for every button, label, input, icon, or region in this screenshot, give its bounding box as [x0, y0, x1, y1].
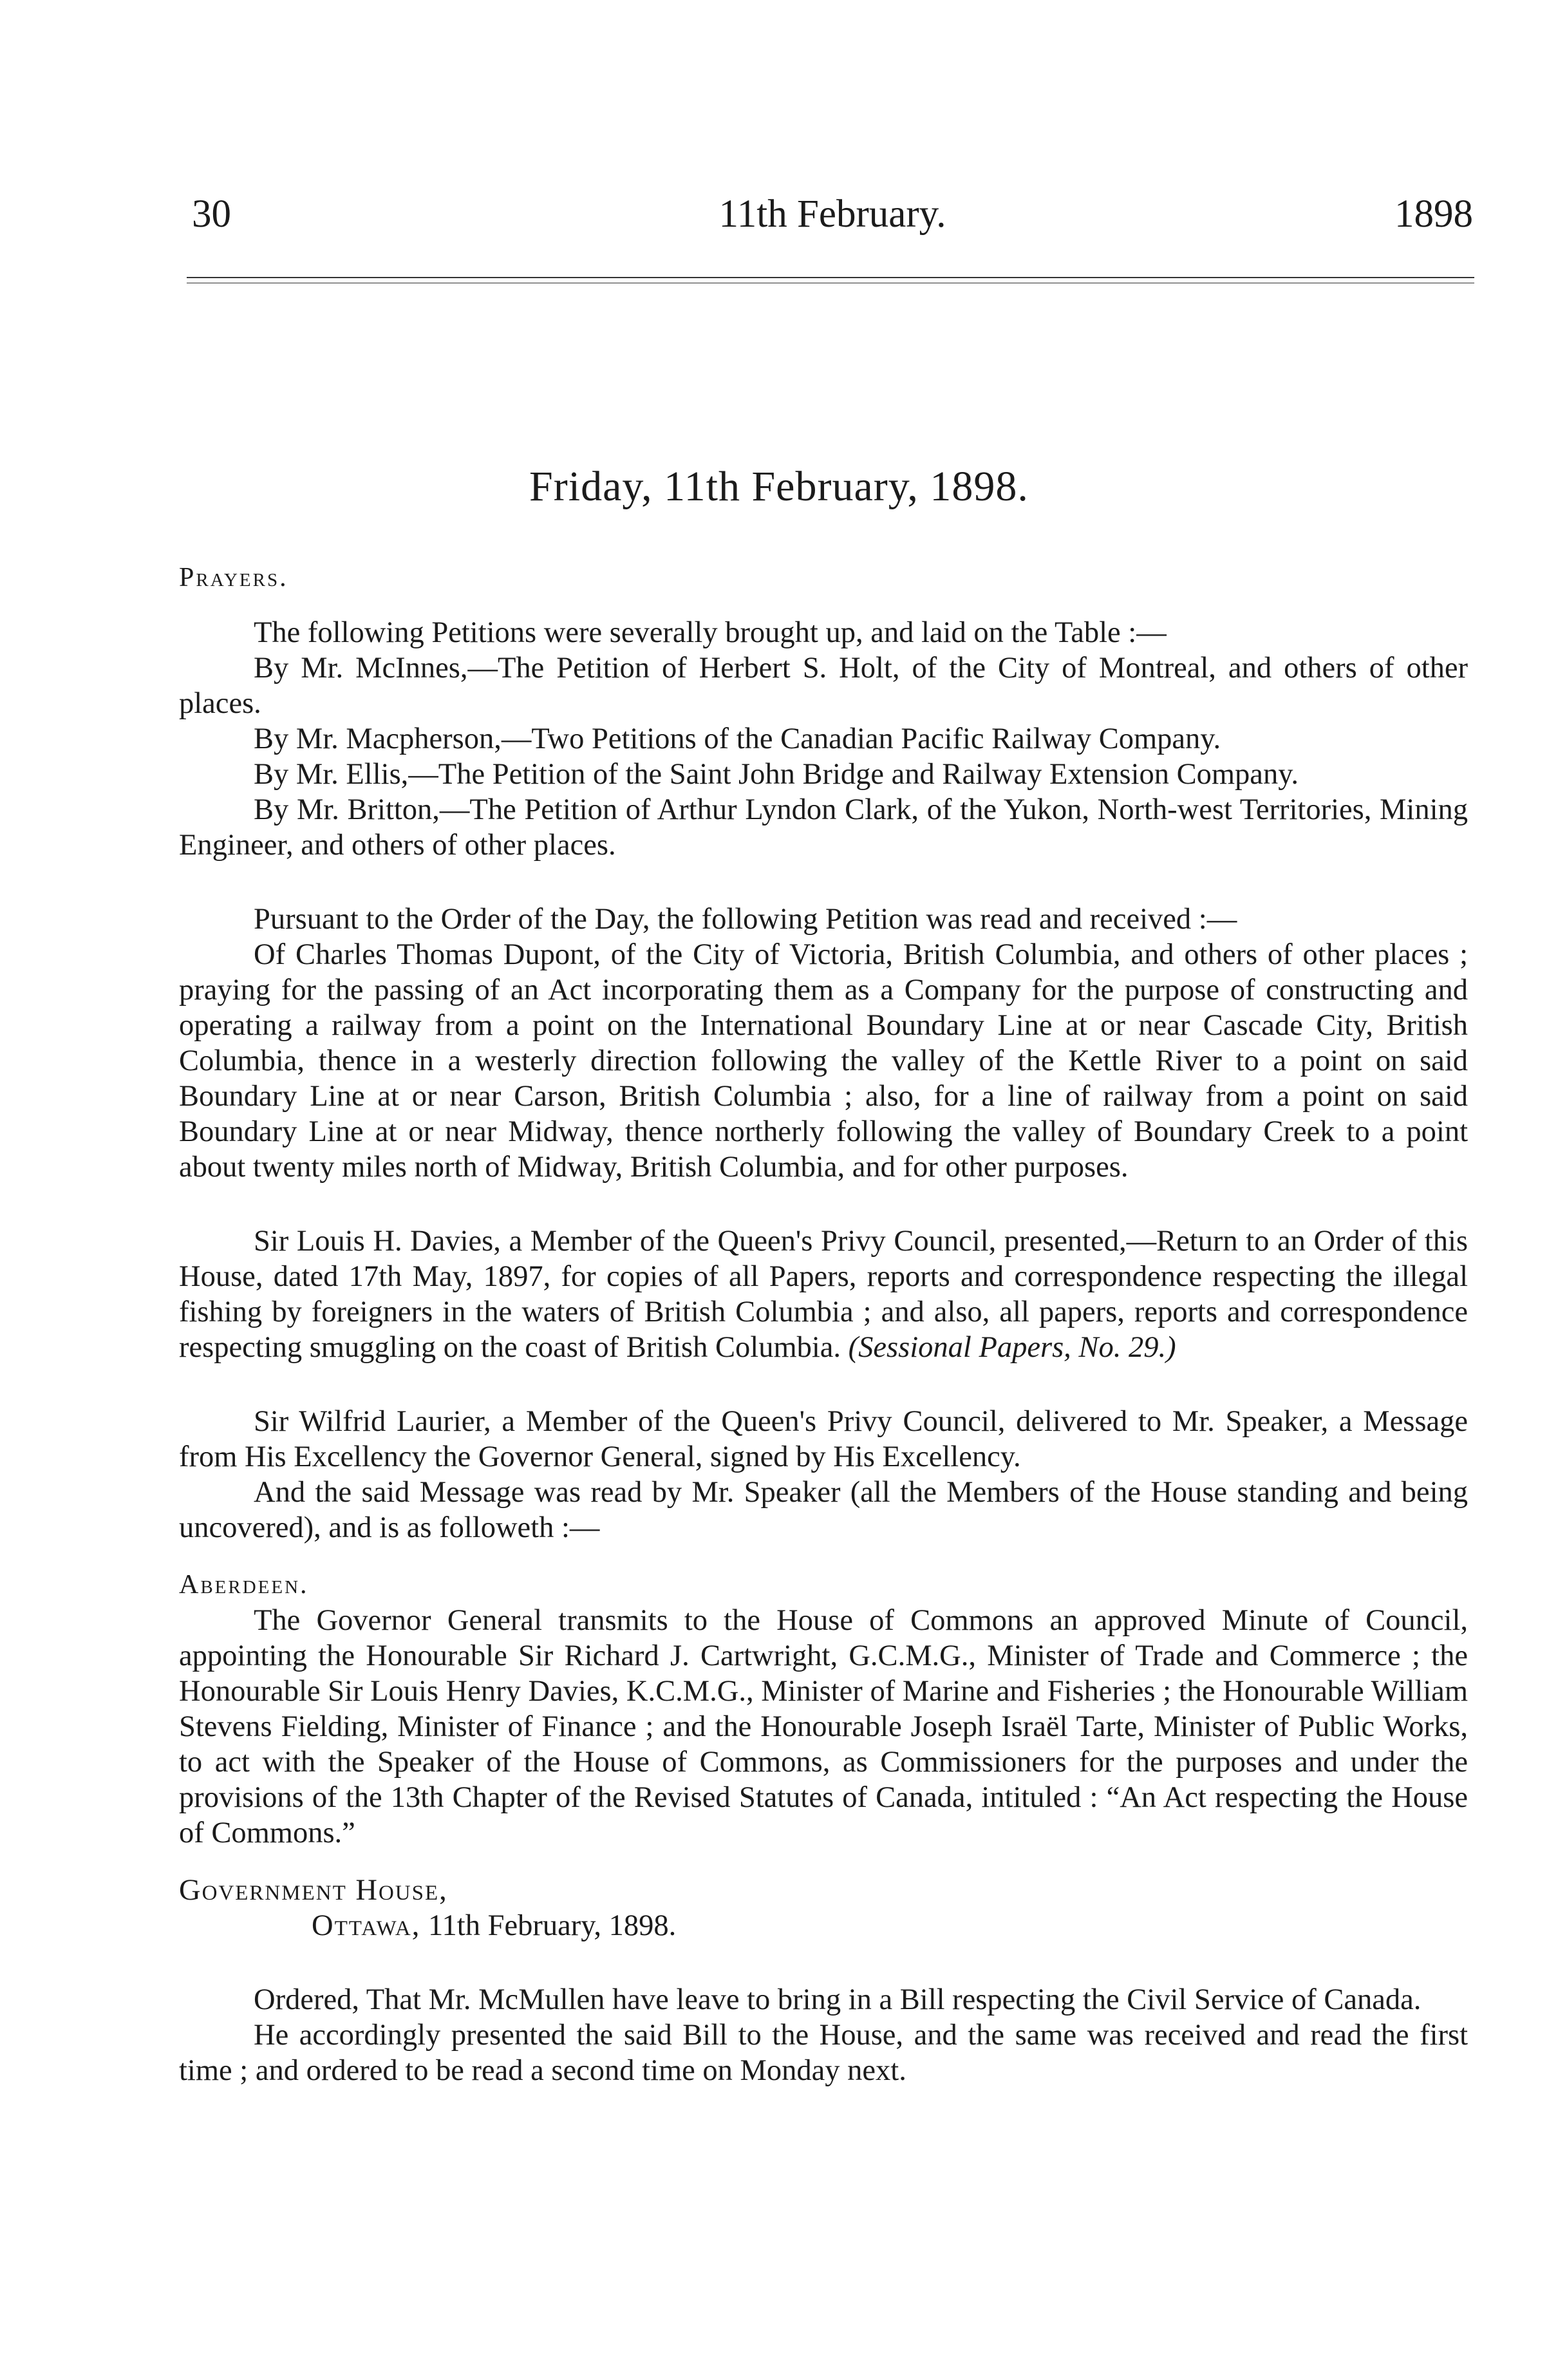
header-rule — [187, 277, 1474, 278]
bill-ordered: Ordered, That Mr. McMullen have leave to bring in a Bill respecting the Civil Service of Canada. — [254, 1983, 1422, 2016]
petition-item: By Mr. Britton,—The Petition of Arthur Lyndon Clark, of the Yukon, North-west Territories, Mining Engineer, and others of other places. — [179, 793, 1468, 862]
bill-presented: He accordingly presented the said Bill to the House, and the same was received and read the first time ; and ordered to be read a second time on Monday next. — [179, 2019, 1468, 2087]
dateline-city: Ottawa, — [312, 1909, 421, 1942]
return-paragraph — [179, 1223, 1468, 1365]
message-signature: Aberdeen. — [179, 1570, 309, 1600]
header-year: 1898 — [1394, 193, 1473, 236]
header-date: 11th February. — [718, 193, 946, 236]
sessional-paper-reference: (Sessional Papers, No. 29.) — [848, 1331, 1176, 1364]
sitting-title: Friday, 11th February, 1898. — [529, 463, 1029, 510]
petition-item: By Mr. Macpherson,—Two Petitions of the Canadian Pacific Railway Company. — [254, 722, 1221, 755]
page-number: 30 — [192, 193, 231, 236]
message-delivered: Sir Wilfrid Laurier, a Member of the Queen's Privy Council, delivered to Mr. Speaker, a Message from His Excellency the Governor General, signed by His Excellency. — [179, 1405, 1468, 1473]
message-read: And the said Message was read by Mr. Speaker (all the Members of the House standing and being uncovered), and is as followeth :— — [179, 1476, 1468, 1544]
return-text: Sir Louis H. Davies, a Member of the Queen's Privy Council, presented,—Return to an Order of this House, dated 17th May, 1897, for copies of all Papers, reports and correspondence respecting the illegal fishing by foreigners in the waters of British Columbia ; and also, all papers, reports and correspondence respecting smuggling on the coast of British Columbia. — [179, 1225, 1468, 1364]
government-house: Government House, — [179, 1874, 448, 1907]
message-body: The Governor General transmits to the House of Commons an approved Minute of Council, appointing the Honourable Sir Richard J. Cartwright, G.C.M.G., Minister of Trade and Commerce ; the Honourable Sir Louis Henry Davies, K.C.M.G., Minister of Marine and Fisheries ; the Honourable William Stevens Fielding, Minister of Finance ; and the Honourable Joseph Israël Tarte, Minister of Public Works, to act with the Speaker of the House of Commons, as Commissioners for the purposes and under the provisions of the 13th Chapter of the Revised Statutes of Canada, intituled : “An Act respecting the House of Commons.” — [179, 1604, 1468, 1849]
received-petition: Of Charles Thomas Dupont, of the City of Victoria, British Columbia, and others of other places ; praying for the passing of an Act incorporating them as a Company for the purpose of constructing and operating a railway from a point on the International Boundary Line at or near Cascade City, British Columbia, thence in a westerly direction following the valley of the Kettle River to a point on said Boundary Line at or near Carson, British Columbia ; also, for a line of railway from a point on said Boundary Line at or near Midway, thence northerly following the valley of Boundary Creek to a point about twenty miles north of Midway, British Columbia, and for other purposes. — [179, 938, 1468, 1184]
page-header — [192, 192, 1473, 243]
order-of-day-intro: Pursuant to the Order of the Day, the following Petition was read and received :— — [254, 903, 1237, 936]
petitions-intro: The following Petitions were severally brought up, and laid on the Table :— — [254, 616, 1167, 649]
dateline-date: 11th February, 1898. — [428, 1909, 677, 1942]
petition-item: By Mr. Ellis,—The Petition of the Saint John Bridge and Railway Extension Company. — [254, 758, 1299, 791]
message-dateline — [179, 1908, 1468, 1943]
prayers-heading: Prayers. — [179, 563, 288, 592]
petition-item: By Mr. McInnes,—The Petition of Herbert S. Holt, of the City of Montreal, and others of other places. — [179, 652, 1468, 720]
journal-body — [179, 560, 1468, 2088]
